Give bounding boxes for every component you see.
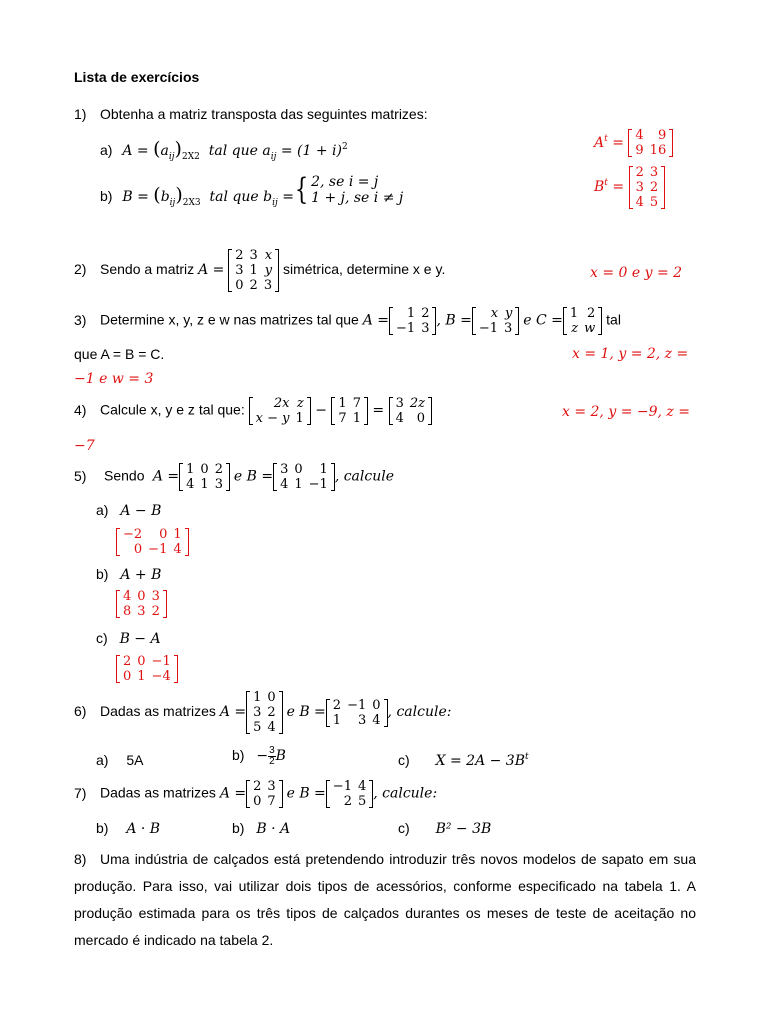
q6a-label: a)	[96, 752, 109, 768]
q6b-frac-num: 3	[269, 745, 275, 756]
q5b-answer	[116, 589, 167, 619]
matrix-cell: 1	[186, 462, 195, 477]
q7-calcule: calcule:	[382, 785, 438, 802]
matrix-table	[120, 527, 185, 557]
matrix-cell: 3	[137, 604, 146, 619]
matrix-cell: x	[264, 248, 273, 263]
matrix-row	[253, 396, 307, 411]
matrix-cell: 1	[569, 306, 579, 321]
matrix-cell: y	[264, 263, 273, 278]
matrix-cell: 3	[357, 712, 367, 728]
matrix-cell: 4	[186, 477, 195, 492]
matrix-cell: 0	[253, 794, 262, 809]
matrix-cell: 0	[294, 462, 303, 477]
q2-answer: x = 0 e y = 2	[590, 265, 683, 281]
matrix-row	[232, 248, 275, 263]
matrix-cell: y	[504, 306, 513, 321]
matrix-row	[277, 462, 331, 477]
q6c: c) $X = 2A - 3B^t$	[398, 752, 529, 769]
matrix-cell: 0	[416, 411, 426, 426]
matrix-cell: 1	[406, 306, 416, 321]
matrix-row	[476, 306, 515, 321]
q1b-answer: $B^t$ = 2 3 3 2 4 5	[594, 165, 665, 210]
matrix-cell: 1	[249, 263, 258, 278]
q5a-label: a)	[96, 502, 109, 518]
q2-pre: Sendo a matriz	[100, 261, 195, 278]
matrix-row	[250, 794, 279, 809]
matrix-row	[567, 306, 598, 321]
matrix-row	[393, 321, 432, 336]
q3-pre: Determine x, y, z e w nas matrizes tal que	[100, 311, 359, 328]
matrix-row	[632, 143, 669, 158]
matrix-row	[330, 779, 369, 794]
q5a	[96, 502, 161, 519]
matrix-row	[335, 396, 364, 411]
q7b-label: b)	[232, 820, 245, 836]
matrix-cell: 1	[137, 669, 146, 684]
matrix-cell: 0	[159, 527, 168, 542]
q8-number: 8)	[74, 851, 87, 867]
matrix-cell: 2x	[273, 396, 290, 411]
matrix-cell: 2	[332, 697, 342, 713]
q2-number: 2)	[74, 261, 87, 278]
q7a	[96, 820, 160, 837]
matrix-cell: 4	[357, 779, 367, 794]
matrix-cell: 1	[295, 411, 304, 426]
q3-answer-line2: −1 e w = 3	[74, 371, 154, 387]
matrix-row	[120, 669, 174, 684]
q1-number: 1)	[74, 106, 87, 122]
matrix-table	[250, 779, 279, 809]
matrix-table	[335, 396, 364, 426]
matrix-cell: 9	[657, 128, 667, 143]
matrix-row	[120, 654, 174, 669]
matrix-table	[330, 779, 369, 809]
q1a-label: a)	[100, 142, 113, 158]
q3-tal: tal	[606, 311, 621, 328]
q5c-label: c)	[96, 630, 108, 646]
matrix-cell: 3	[280, 462, 289, 477]
q5-calcule: calcule	[343, 468, 395, 485]
q2-post: simétrica, determine x e y.	[282, 261, 446, 278]
q1b-def: tal que b	[209, 189, 273, 205]
matrix-cell: 16	[649, 143, 667, 158]
q3-matrix-c	[563, 306, 602, 336]
matrix-cell: 4	[267, 720, 276, 735]
matrix-row	[183, 477, 226, 492]
q3-answer-line1: x = 1, y = 2, z =	[572, 346, 689, 362]
matrix-row	[633, 165, 662, 180]
matrix-cell: 4	[123, 589, 132, 604]
matrix-cell: 8	[123, 604, 132, 619]
matrix-row	[250, 690, 279, 705]
matrix-cell: 0	[235, 278, 244, 293]
matrix-cell: 2	[421, 306, 430, 321]
q6-statement: 6) Dadas as matrizes A = 1 0 3 2 5 4 e B = 2 −1 0 1 3 4 , calcule:	[74, 690, 452, 735]
matrix-cell: 3	[249, 248, 258, 263]
q4-matrix-2	[331, 396, 368, 426]
q5c-expr: B − A	[119, 631, 161, 647]
matrix-cell: z	[296, 396, 304, 411]
matrix-cell: 3	[214, 477, 223, 492]
matrix-row	[633, 180, 662, 195]
matrix-cell: 4	[635, 128, 644, 143]
q4-answer-line1: x = 2, y = −9, z =	[562, 404, 690, 420]
matrix-row	[250, 720, 279, 735]
q1a-def: tal que a	[208, 143, 271, 159]
matrix-cell: 0	[137, 654, 146, 669]
matrix-cell: 3	[635, 180, 644, 195]
q5b	[96, 566, 161, 583]
q3-matrix-b	[472, 306, 519, 336]
matrix-cell: −1	[478, 321, 499, 336]
matrix-cell: 3	[235, 263, 244, 278]
matrix-cell: 0	[372, 697, 381, 713]
matrix-cell: 4	[635, 195, 644, 210]
matrix-cell: 1	[294, 477, 303, 492]
q6a-text: 5A	[126, 752, 144, 768]
q1a-answer: $A^t$ = 4 9 9 16	[594, 128, 673, 158]
matrix-row	[250, 705, 279, 720]
matrix-table	[632, 128, 669, 158]
q7c-label: c)	[398, 820, 410, 836]
matrix-table	[476, 306, 515, 336]
q6c-expr: X = 2A − 3B	[435, 753, 526, 769]
q5b-expr: A + B	[120, 567, 162, 583]
matrix-row	[330, 698, 384, 713]
matrix-cell: 2	[235, 248, 244, 263]
matrix-cell: 4	[395, 411, 404, 426]
matrix-cell: 2	[586, 306, 596, 321]
q6a	[96, 752, 143, 768]
q5a-expr: A − B	[120, 503, 162, 519]
matrix-cell: 4	[280, 477, 289, 492]
matrix-cell: w	[584, 321, 596, 336]
q5b-label: b)	[96, 566, 109, 582]
q7-matrix-b	[326, 779, 373, 809]
q6-calcule: calcule:	[396, 704, 452, 721]
matrix-row	[632, 128, 669, 143]
matrix-row	[633, 195, 662, 210]
matrix-row	[393, 306, 432, 321]
matrix-row	[120, 542, 185, 557]
q5-matrix-a	[179, 462, 230, 492]
q3-line2: que A = B = C.	[74, 346, 165, 362]
matrix-cell: 2	[249, 278, 258, 293]
matrix-row	[330, 794, 369, 809]
matrix-cell: 2z	[409, 396, 426, 411]
matrix-cell: 7	[338, 411, 347, 426]
q1-text: Obtenha a matriz transposta das seguintes matrizes:	[100, 106, 428, 122]
matrix-row	[183, 462, 226, 477]
q6-matrix-a	[246, 690, 283, 735]
matrix-cell: −1	[332, 779, 352, 794]
q6-number: 6)	[74, 703, 87, 720]
matrix-table	[393, 306, 432, 336]
matrix-row	[232, 278, 275, 293]
matrix-cell: 7	[352, 396, 361, 411]
matrix-table	[393, 396, 428, 426]
matrix-cell: 1	[173, 527, 182, 542]
page-title: Lista de exercícios	[74, 69, 200, 85]
matrix-cell: 1	[338, 396, 347, 411]
q7-matrix-a	[246, 779, 283, 809]
matrix-cell: 3	[395, 396, 404, 411]
q5a-answer-matrix	[116, 527, 189, 557]
q3-number: 3)	[74, 311, 87, 328]
matrix-cell: 1	[352, 411, 361, 426]
matrix-cell: 5	[253, 720, 262, 735]
matrix-row	[476, 321, 515, 336]
q7-number: 7)	[74, 784, 87, 801]
q4-statement: 4) Calcule x, y e z tal que: 2x z x − y 1 − 1 7 7 1 = 3 2z 4 0	[74, 396, 432, 426]
q3-matrix-a	[389, 306, 436, 336]
matrix-row	[393, 411, 428, 426]
q4-answer-line2: −7	[74, 438, 95, 454]
matrix-cell: 2	[343, 794, 352, 809]
matrix-table	[232, 248, 275, 293]
q5a-answer	[116, 527, 189, 557]
matrix-cell: 3	[421, 321, 430, 336]
q5c-answer	[116, 654, 178, 684]
matrix-row	[120, 527, 185, 542]
q6-pre: Dadas as matrizes	[100, 703, 216, 720]
matrix-row	[253, 411, 307, 426]
matrix-cell: 5	[649, 195, 659, 210]
matrix-cell: −1	[396, 321, 416, 336]
matrix-cell: x − y	[255, 411, 290, 426]
q5-pre: Sendo	[104, 467, 145, 484]
q5-matrix-b	[273, 462, 335, 492]
q1b-cases: { 2, se i = j 1 + j, se i ≠ j	[294, 172, 404, 207]
q2-matrix	[228, 248, 279, 293]
matrix-cell: 9	[635, 143, 644, 158]
matrix-cell: 2	[649, 180, 659, 195]
matrix-cell: −2	[123, 527, 143, 542]
matrix-cell: 2	[214, 462, 223, 477]
q6b-fraction	[268, 746, 276, 767]
matrix-row	[232, 263, 275, 278]
matrix-table	[253, 396, 307, 426]
matrix-table	[120, 589, 163, 619]
matrix-cell: 0	[133, 542, 143, 557]
q7c-expr: B² − 3B	[435, 821, 492, 837]
matrix-table	[250, 690, 279, 735]
matrix-cell: 0	[267, 690, 276, 705]
q1b-case1: 2, se i = j	[311, 174, 379, 190]
matrix-cell: 3	[267, 779, 276, 794]
matrix-cell: −1	[148, 542, 168, 557]
q8-paragraph	[74, 846, 696, 954]
q7b-expr: B · A	[256, 821, 291, 837]
q4-pre: Calcule x, y e z tal que:	[100, 401, 245, 418]
matrix-table	[277, 462, 331, 492]
matrix-table	[120, 654, 174, 684]
q3-statement: 3) Determine x, y, z e w nas matrizes tal que A = 1 2 −1 3 , B = x y −1 3 e C = 1 2 z w tal	[74, 306, 621, 336]
q6b-label: b)	[232, 747, 245, 764]
matrix-cell: 2	[267, 705, 276, 720]
matrix-cell: 1	[319, 462, 328, 477]
matrix-cell: 0	[137, 589, 146, 604]
q1b-statement: b) $B = (b_{ij})_{2X3}$ tal que $b_{ij}$ =	[100, 184, 294, 208]
q6-matrix-b	[326, 698, 388, 728]
matrix-cell: −4	[151, 669, 171, 684]
matrix-cell: 1	[200, 477, 209, 492]
matrix-row	[567, 321, 598, 336]
matrix-cell: 2	[151, 604, 160, 619]
matrix-cell: 3	[649, 165, 659, 180]
matrix-cell: 0	[200, 462, 209, 477]
matrix-cell: 4	[173, 542, 182, 557]
q5-number: 5)	[74, 467, 87, 484]
matrix-row	[250, 779, 279, 794]
q8-text: Uma indústria de calçados está pretendendo introduzir três novos modelos de sapato em sua produção. Para isso, vai utilizar dois tipos de acessórios, conforme especificado na tabela 1. A produção estimada para os três tipos de calçados durantes os meses de teste de aceitação no mercado é indicado na tabela 2.	[74, 851, 696, 948]
matrix-table	[183, 462, 226, 492]
q5c	[96, 630, 161, 647]
matrix-cell: −1	[347, 697, 367, 713]
matrix-cell: 2	[253, 779, 262, 794]
q7a-label: b)	[96, 820, 109, 836]
q5c-answer-matrix	[116, 654, 178, 684]
q4-matrix-1	[249, 396, 311, 426]
q1b-case2: 1 + j, se i ≠ j	[311, 190, 404, 206]
q1a-rhs: = (1 + i)	[280, 143, 342, 159]
q6b: b) − $\frac{3}{2}$ B	[232, 745, 286, 767]
q6c-label: c)	[398, 752, 410, 768]
matrix-cell: −1	[151, 654, 171, 669]
matrix-row	[120, 589, 163, 604]
q7-pre: Dadas as matrizes	[100, 784, 216, 801]
matrix-cell: 4	[372, 712, 381, 728]
matrix-cell: x	[490, 306, 499, 321]
matrix-cell: 3	[151, 589, 160, 604]
matrix-cell: 2	[635, 165, 644, 180]
matrix-cell: 0	[123, 669, 132, 684]
matrix-cell: z	[571, 321, 579, 336]
q7b	[232, 820, 290, 837]
matrix-table	[633, 165, 662, 210]
matrix-cell: 7	[267, 794, 276, 809]
matrix-row	[277, 477, 331, 492]
q4-matrix-3	[389, 396, 432, 426]
q1a-answer-matrix	[628, 128, 673, 158]
q1a-statement: a) $A = (a_{ij})_{2X2}$ tal que $a_{ij} = (1 + i)^2$	[100, 138, 348, 162]
matrix-cell: 2	[123, 654, 132, 669]
matrix-cell: 3	[504, 321, 513, 336]
matrix-cell: 1	[332, 712, 342, 728]
q6b-frac-den: 2	[269, 756, 275, 767]
matrix-row	[335, 411, 364, 426]
q7-statement: 7) Dadas as matrizes A = 2 3 0 7 e B = −1 4 2 5 , calcule:	[74, 779, 438, 809]
matrix-table	[330, 698, 384, 728]
matrix-row	[120, 604, 163, 619]
matrix-cell: 3	[263, 278, 273, 293]
matrix-row	[393, 396, 428, 411]
q1b-label: b)	[100, 188, 113, 204]
matrix-cell: 1	[253, 690, 262, 705]
q7c	[398, 820, 491, 837]
matrix-table	[567, 306, 598, 336]
matrix-cell: 3	[253, 705, 262, 720]
q7a-expr: A · B	[126, 821, 161, 837]
matrix-cell: −1	[308, 477, 328, 492]
q2-statement: 2) Sendo a matriz A = 2 3 x 3 1 y 0 2 3 simétrica, determine x e y.	[74, 248, 446, 293]
q1b-answer-matrix	[629, 165, 666, 210]
matrix-row	[330, 713, 384, 728]
matrix-cell: 5	[357, 794, 367, 809]
q5b-answer-matrix	[116, 589, 167, 619]
q4-number: 4)	[74, 401, 87, 418]
q5-statement: 5) Sendo A = 1 0 2 4 1 3 e B = 3 0 1 4 1 −1 , calcule	[74, 462, 395, 492]
